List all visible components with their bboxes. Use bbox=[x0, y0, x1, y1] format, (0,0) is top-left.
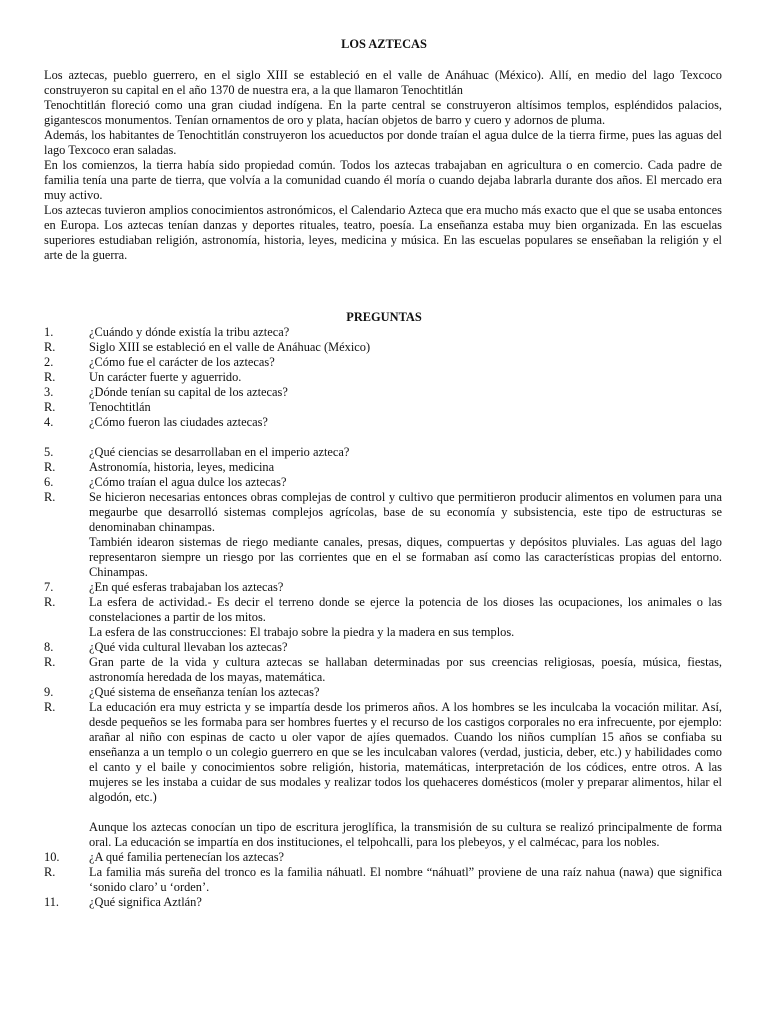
answer-text bbox=[89, 460, 722, 475]
answer-marker: R. bbox=[44, 700, 56, 714]
qa-paragraph bbox=[89, 805, 722, 820]
answer-row bbox=[44, 700, 722, 850]
answer-text bbox=[89, 400, 722, 415]
question-text bbox=[89, 850, 722, 865]
question-row bbox=[44, 850, 722, 865]
answer-marker: R. bbox=[44, 490, 56, 504]
intro-paragraph: Tenochtitlán floreció como una gran ciudad indígena. En la parte central se construyeron altísimos templos, espléndidos palacios, gigantescos monumentos. Tenían ornamentos de oro y plata, hacían objetos de barro y cuero y adornos de pluma. bbox=[44, 98, 722, 127]
qa-paragraph: La esfera de las construcciones: El trabajo sobre la piedra y la madera en sus templos. bbox=[89, 625, 515, 639]
question-number: 1. bbox=[44, 325, 54, 339]
document-title: LOS AZTECAS bbox=[341, 37, 427, 51]
question-number: 10. bbox=[44, 850, 60, 864]
qa-paragraph: ¿Dónde tenían su capital de los aztecas? bbox=[89, 385, 288, 399]
qa-paragraph: La familia más sureña del tronco es la familia náhuatl. El nombre “náhuatl” proviene de una raíz nahua (nawa) que significa ‘sonido claro’ u ‘orden’. bbox=[89, 865, 722, 894]
question-text bbox=[89, 445, 722, 460]
answer-marker: R. bbox=[44, 460, 56, 474]
question-text bbox=[89, 385, 722, 400]
qa-paragraph: ¿Cómo fue el carácter de los aztecas? bbox=[89, 355, 275, 369]
question-row bbox=[44, 475, 722, 490]
intro-paragraph: Los aztecas tuvieron amplios conocimientos astronómicos, el Calendario Azteca que era mucho más exacto que el que se usaba entonces en Europa. Los aztecas tenían danzas y deportes rituales, teatro, poesía. La enseñanza estaba muy bien organizada. En las escuelas superiores estudiaban religión, astronomía, historia, leyes, medicina y música. En las escuelas populares se enseñaban la religión y el arte de la guerra. bbox=[44, 203, 722, 262]
qa-paragraph: Aunque los aztecas conocían un tipo de escritura jeroglífica, la transmisión de su cultura se realizó principalmente de forma oral. La educación se impartía en dos instituciones, el telpohcalli, para los plebeyos, y el calmécac, para los nobles. bbox=[89, 820, 722, 849]
qa-paragraph: Gran parte de la vida y cultura aztecas se hallaban determinadas por sus creencias religiosas, poesía, música, fiestas, astronomía heredada de los mayas, matemática. bbox=[89, 655, 722, 684]
question-text bbox=[89, 355, 722, 370]
qa-paragraph: Siglo XIII se estableció en el valle de Anáhuac (México) bbox=[89, 340, 371, 354]
question-text bbox=[89, 580, 722, 595]
answer-marker: R. bbox=[44, 370, 56, 384]
questions-title: PREGUNTAS bbox=[346, 310, 422, 324]
qa-paragraph: ¿Cuándo y dónde existía la tribu azteca? bbox=[89, 325, 290, 339]
question-text bbox=[89, 640, 722, 655]
qa-paragraph: ¿A qué familia pertenecían los aztecas? bbox=[89, 850, 285, 864]
qa-paragraph: Se hicieron necesarias entonces obras complejas de control y cultivo que permitieron producir alimentos en volumen para una megaurbe que desarrolló sistemas complejos agrícolas, base de su economía y subsistencia, este tipo de estructuras se denominaban chinampas. bbox=[89, 490, 722, 534]
answer-row bbox=[44, 460, 722, 475]
answer-row bbox=[44, 655, 722, 685]
question-row bbox=[44, 580, 722, 595]
question-row bbox=[44, 445, 722, 460]
qa-paragraph: ¿Qué ciencias se desarrollaban en el imperio azteca? bbox=[89, 445, 350, 459]
answer-marker: R. bbox=[44, 655, 56, 669]
question-text bbox=[89, 895, 722, 910]
answer-text bbox=[89, 370, 722, 385]
qa-paragraph: La esfera de actividad.- Es decir el terreno donde se ejerce la potencia de los dioses las ocupaciones, los animales o las constelaciones a partir de los mitos. bbox=[89, 595, 722, 624]
intro-paragraph: Los aztecas, pueblo guerrero, en el siglo XIII se estableció en el valle de Anáhuac (México). Allí, en medio del lago Texcoco construyeron su capital en el año 1370 de nuestra era, a la que llamaron Tenochtitlán bbox=[44, 68, 722, 97]
qa-paragraph: También idearon sistemas de riego mediante canales, presas, diques, compuertas y depósitos pluviales. Las aguas del lago representaron siempre un riesgo por las corrientes que en el se formaban así como las características propias del entorno. Chinampas. bbox=[89, 535, 722, 579]
question-number: 9. bbox=[44, 685, 54, 699]
answer-marker: R. bbox=[44, 400, 56, 414]
question-number: 2. bbox=[44, 355, 54, 369]
intro-section bbox=[44, 68, 722, 263]
answer-row bbox=[44, 865, 722, 895]
answer-text bbox=[89, 700, 722, 850]
answer-row bbox=[44, 490, 722, 580]
answer-marker: R. bbox=[44, 340, 56, 354]
intro-paragraph: Además, los habitantes de Tenochtitlán construyeron los acueductos por donde traían el agua dulce de la tierra firme, pues las aguas del lago Texcoco eran saladas. bbox=[44, 128, 722, 157]
answer-text bbox=[89, 490, 722, 580]
qa-paragraph: ¿Qué significa Aztlán? bbox=[89, 895, 202, 909]
answer-text bbox=[89, 595, 722, 640]
question-number: 7. bbox=[44, 580, 54, 594]
qa-paragraph: ¿Cómo fueron las ciudades aztecas? bbox=[89, 415, 268, 429]
question-text bbox=[89, 475, 722, 490]
question-text bbox=[89, 685, 722, 700]
answer-row bbox=[44, 400, 722, 415]
question-number: 6. bbox=[44, 475, 54, 489]
qa-paragraph: La educación era muy estricta y se impartía desde los primeros años. A los hombres se les inculcaba la vocación militar. Así, desde pequeños se les formaba para ser hombres fuertes y el recurso de los castigos corporales no era infrecuente, por ejemplo: arañar al niño con espinas de cacto u oler vapor de ajíes quemados. Cuando los niños cumplían 15 años se confiaba su enseñanza a un templo o un colegio guerrero en que se les inculcaban valores (verdad, justicia, deber, etc.) y habilidades como el canto y el baile y conocimientos sobre religión, historia, matemáticas, interpretación de los códices, entre otros. A las mujeres se les instaba a cuidar de sus modales y realizar todos los quehaceres domésticos (moler y preparar alimentos, hilar el algodón, etc.) bbox=[89, 700, 722, 804]
question-row bbox=[44, 325, 722, 340]
question-row bbox=[44, 415, 722, 430]
question-row bbox=[44, 640, 722, 655]
qa-paragraph: ¿En qué esferas trabajaban los aztecas? bbox=[89, 580, 284, 594]
answer-text bbox=[89, 655, 722, 685]
question-row bbox=[44, 355, 722, 370]
question-number: 3. bbox=[44, 385, 54, 399]
question-row bbox=[44, 685, 722, 700]
intro-paragraph: En los comienzos, la tierra había sido propiedad común. Todos los aztecas trabajaban en agricultura o en comercio. Cada padre de familia tenía una parte de tierra, que volvía a la comunidad cuando él moría o cuando dejaba labrarla durante dos años. El mercado era muy activo. bbox=[44, 158, 722, 202]
questions-list bbox=[44, 325, 722, 910]
spacer bbox=[44, 430, 722, 445]
answer-marker: R. bbox=[44, 865, 56, 879]
qa-paragraph: Astronomía, historia, leyes, medicina bbox=[89, 460, 275, 474]
answer-marker: R. bbox=[44, 595, 56, 609]
question-row bbox=[44, 385, 722, 400]
answer-row bbox=[44, 370, 722, 385]
answer-text bbox=[89, 340, 722, 355]
question-text bbox=[89, 325, 722, 340]
question-row bbox=[44, 895, 722, 910]
qa-paragraph: Tenochtitlán bbox=[89, 400, 151, 414]
qa-paragraph: ¿Cómo traían el agua dulce los aztecas? bbox=[89, 475, 287, 489]
question-number: 11. bbox=[44, 895, 60, 909]
qa-paragraph: Un carácter fuerte y aguerrido. bbox=[89, 370, 242, 384]
question-number: 8. bbox=[44, 640, 54, 654]
answer-text bbox=[89, 865, 722, 895]
question-number: 5. bbox=[44, 445, 54, 459]
question-number: 4. bbox=[44, 415, 54, 429]
qa-paragraph: ¿Qué sistema de enseñanza tenían los aztecas? bbox=[89, 685, 320, 699]
question-text bbox=[89, 415, 722, 430]
qa-paragraph: ¿Qué vida cultural llevaban los aztecas? bbox=[89, 640, 288, 654]
answer-row bbox=[44, 340, 722, 355]
answer-row bbox=[44, 595, 722, 640]
